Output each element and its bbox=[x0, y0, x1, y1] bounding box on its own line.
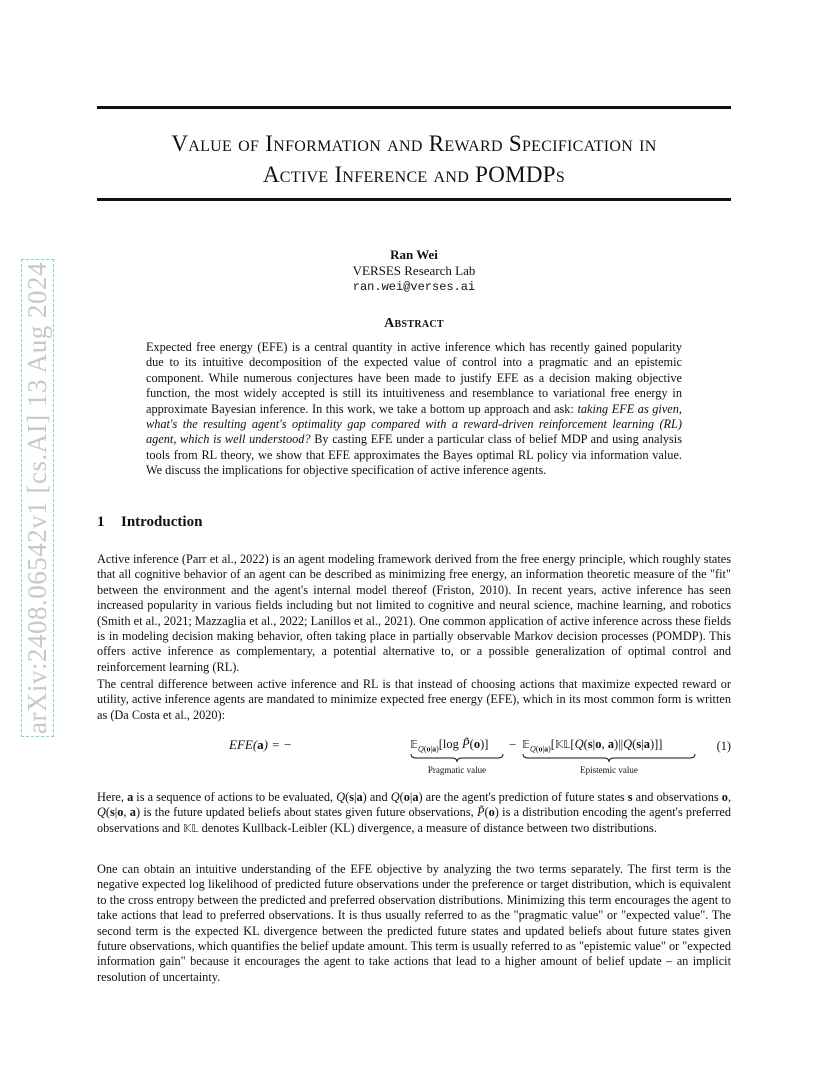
abstract-heading: Abstract bbox=[384, 316, 444, 331]
underbrace-epistemic bbox=[522, 753, 696, 763]
paragraph-2-text: The central difference between active inference and RL is that instead of choosing actions that maximize expected reward or utility, active inference agents are mandated to minimize expected free energy (EFE), which in its most common form is written as (Da Costa et al., 2020): bbox=[97, 677, 731, 722]
author-name: Ran Wei bbox=[390, 247, 438, 262]
paragraph-3 bbox=[97, 790, 731, 836]
equation-1 bbox=[97, 733, 731, 781]
equation-pragmatic-term: 𝔼$_{Q(o|a)}$[log P̃(o)] bbox=[410, 737, 489, 754]
abstract-text-part-1: Expected free energy (EFE) is a central quantity in active inference which has recently gained popularity due to its intuitive decomposition of the expected value of control into a pragmatic and an epistemic component. While numerous conjectures have been made to justify EFE as a decision making objective function, the most widely accepted is still its intuitiveness and resemblance to variational free energy in approximate Bayesian inference. In this work, we take a bottom up approach and ask: bbox=[146, 340, 682, 416]
epistemic-value-label: Epistemic value bbox=[580, 765, 638, 775]
paragraph-1 bbox=[97, 552, 731, 675]
paragraph-3-text: Here, a is a sequence of actions to be evaluated, Q(s|a) and Q(o|a) are the agent's prediction of future states s and observations o, Q(s|o, a) is the future updated beliefs about states given future observations, P̃(o) is a distribution encoding the agent's preferred observations and 𝕂𝕃 denotes Kullback-Leibler (KL) divergence, a measure of distance between two distributions. bbox=[97, 790, 732, 835]
pragmatic-value-label: Pragmatic value bbox=[427, 765, 487, 775]
paragraph-2 bbox=[97, 677, 731, 723]
arxiv-identifier-stamp bbox=[22, 258, 52, 738]
title-line-2: Active Inference and POMDPs bbox=[262, 162, 566, 187]
equation-epistemic-term: 𝔼$_{Q(o|a)}$[𝕂𝕃[Q(s|o, a)||Q(s|a)]] bbox=[522, 737, 663, 754]
abstract-text-part-2: By casting EFE under a particular class of belief MDP and using analysis tools from RL theory, we show that EFE approximates the Bayes optimal RL policy via information value. We discuss the implications for objective specification of active inference agents. bbox=[146, 432, 682, 478]
underbrace-pragmatic bbox=[410, 753, 504, 763]
section-heading-introduction bbox=[97, 514, 202, 531]
paragraph-1-text: Active inference (Parr et al., 2022) is an agent modeling framework derived from the free energy principle, which roughly states that all cognitive behavior of an agent can be described as minimizing free energy, an information theoretic measure of the "fit" between the environment and the agent's internal model thereof (Friston, 2010). In recent years, active inference has seen increased popularity in various fields including but not limited to cognitive and neural science, machine learning, and robotics (Smith et al., 2021; Mazzaglia et al., 2022; Lanillos et al., 2021). One common application of active inference across these fields is in modeling decision making behavior, often taking place in partially observable Markov decision processes (POMDP). This offers active inference as complementary, a potential alternative to, or a possible generalization of optimal control and reinforcement learning (RL). bbox=[97, 552, 731, 674]
paragraph-4-text: One can obtain an intuitive understanding of the EFE objective by analyzing the two terms separately. The first term is the negative expected log likelihood of predicted future observations under the preference or target distribution, which is equivalent to the cross entropy between the predicted and preferred observation distributions. Minimizing this term encourages the agent to take actions that lead to preferred observations. It is thus usually referred to as the "pragmatic value" or "expected value". The second term is the expected KL divergence between the predicted future states and updated beliefs about future states given future observations, which quantifies the belief update amount. This term is usually referred to as "epistemic value" or "expected information gain" because it encourages the agent to take actions that lead to a higher amount of belief update – an implicit resolution of uncertainty. bbox=[97, 862, 731, 984]
abstract-text bbox=[146, 340, 682, 479]
title-rule-bottom bbox=[97, 198, 731, 201]
equation-lhs: EFE(a) = − bbox=[229, 737, 293, 752]
arxiv-identifier-text: arXiv:2408.06542v1 [cs.AI] 13 Aug 2024 bbox=[21, 259, 54, 737]
author-email: ran.wei@verses.ai bbox=[352, 280, 476, 294]
section-title: Introduction bbox=[121, 514, 203, 530]
title-rule-top bbox=[97, 106, 731, 109]
equation-number: (1) bbox=[716, 739, 731, 753]
author-block bbox=[97, 247, 731, 295]
abstract-question: taking EFE as given, what's the resulting agent's optimality gap compared with a reward-driven reinforcement learning (RL) agent, which is well understood? bbox=[146, 401, 682, 447]
author-affiliation: VERSES Research Lab bbox=[352, 263, 476, 278]
equation-minus: − bbox=[509, 737, 517, 752]
paragraph-4 bbox=[97, 862, 731, 985]
paper-title bbox=[97, 128, 731, 190]
title-line-1: Value of Information and Reward Specification in bbox=[171, 131, 657, 156]
section-number: 1 bbox=[97, 514, 105, 530]
